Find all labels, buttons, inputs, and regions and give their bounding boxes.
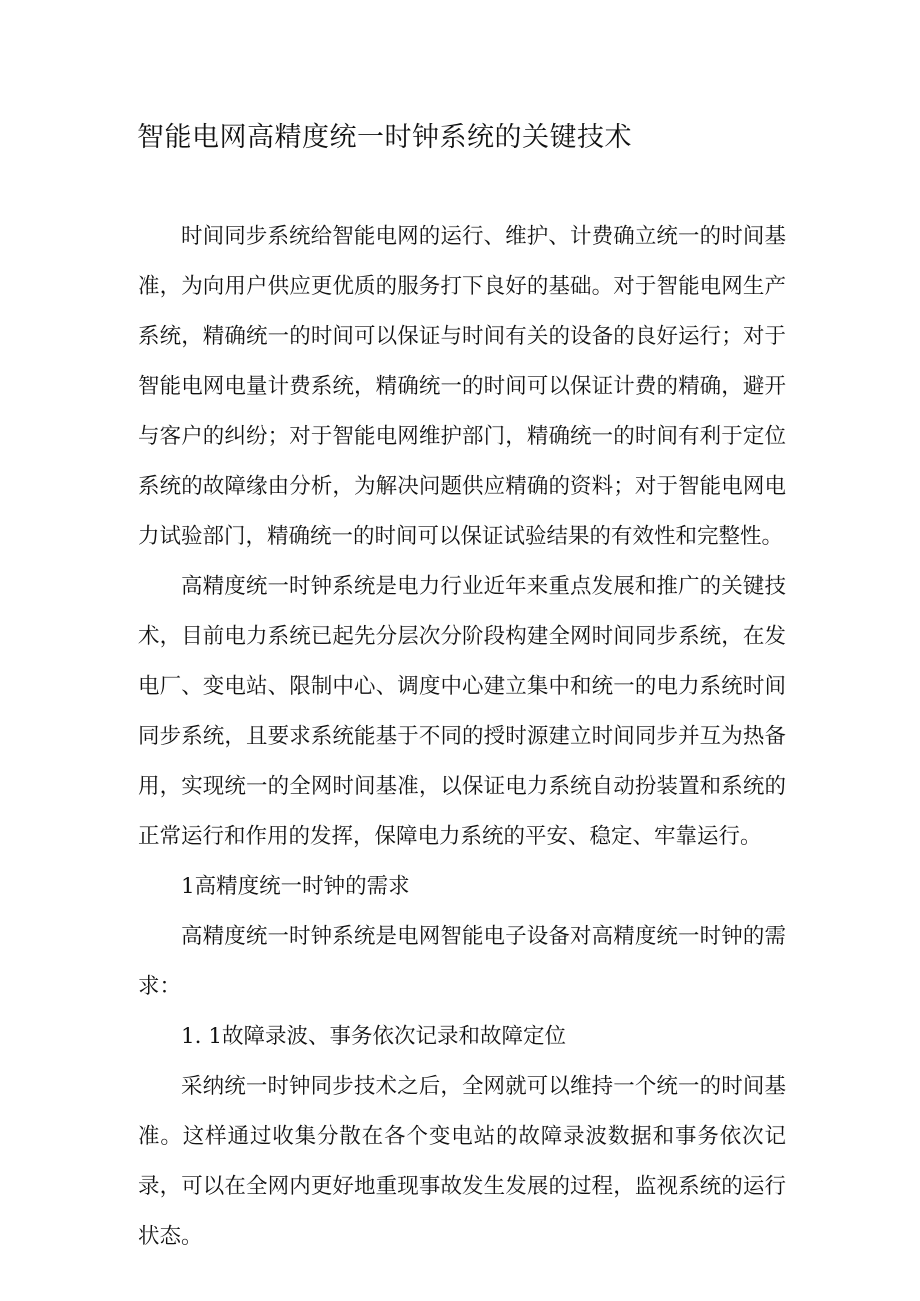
paragraph-requirements: 高精度统一时钟系统是电网智能电子设备对高精度统一时钟的需求： xyxy=(138,924,786,999)
document-body xyxy=(138,212,786,1262)
section-heading-1: 1高精度统一时钟的需求 xyxy=(181,874,410,899)
section-heading-1-1: 1. 1故障录波、事务依次记录和故障定位 xyxy=(181,1024,567,1049)
paragraph-fault-recording: 采纳统一时钟同步技术之后，全网就可以维持一个统一的时间基准。这样通过收集分散在各个变电站的故障录波数据和事务依次记录，可以在全网内更好地重现事故发生发展的过程，监视系统的运行状态。 xyxy=(138,1074,786,1249)
paragraph-key-technology: 高精度统一时钟系统是电力行业近年来重点发展和推广的关键技术，目前电力系统已起先分层次分阶段构建全网时间同步系统，在发电厂、变电站、限制中心、调度中心建立集中和统一的电力系统时间同步系统，且要求系统能基于不同的授时源建立时间同步并互为热备用，实现统一的全网时间基准，以保证电力系统自动扮装置和系统的正常运行和作用的发挥，保障电力系统的平安、稳定、牢靠运行。 xyxy=(138,574,786,849)
paragraph-time-sync-intro: 时间同步系统给智能电网的运行、维护、计费确立统一的时间基准，为向用户供应更优质的服务打下良好的基础。对于智能电网生产系统，精确统一的时间可以保证与时间有关的设备的良好运行；对于智能电网电量计费系统，精确统一的时间可以保证计费的精确，避开与客户的纠纷；对于智能电网维护部门，精确统一的时间有利于定位系统的故障缘由分析，为解决问题供应精确的资料；对于智能电网电力试验部门，精确统一的时间可以保证试验结果的有效性和完整性。 xyxy=(138,224,786,549)
document-title: 智能电网高精度统一时钟系统的关键技术 xyxy=(137,122,632,153)
